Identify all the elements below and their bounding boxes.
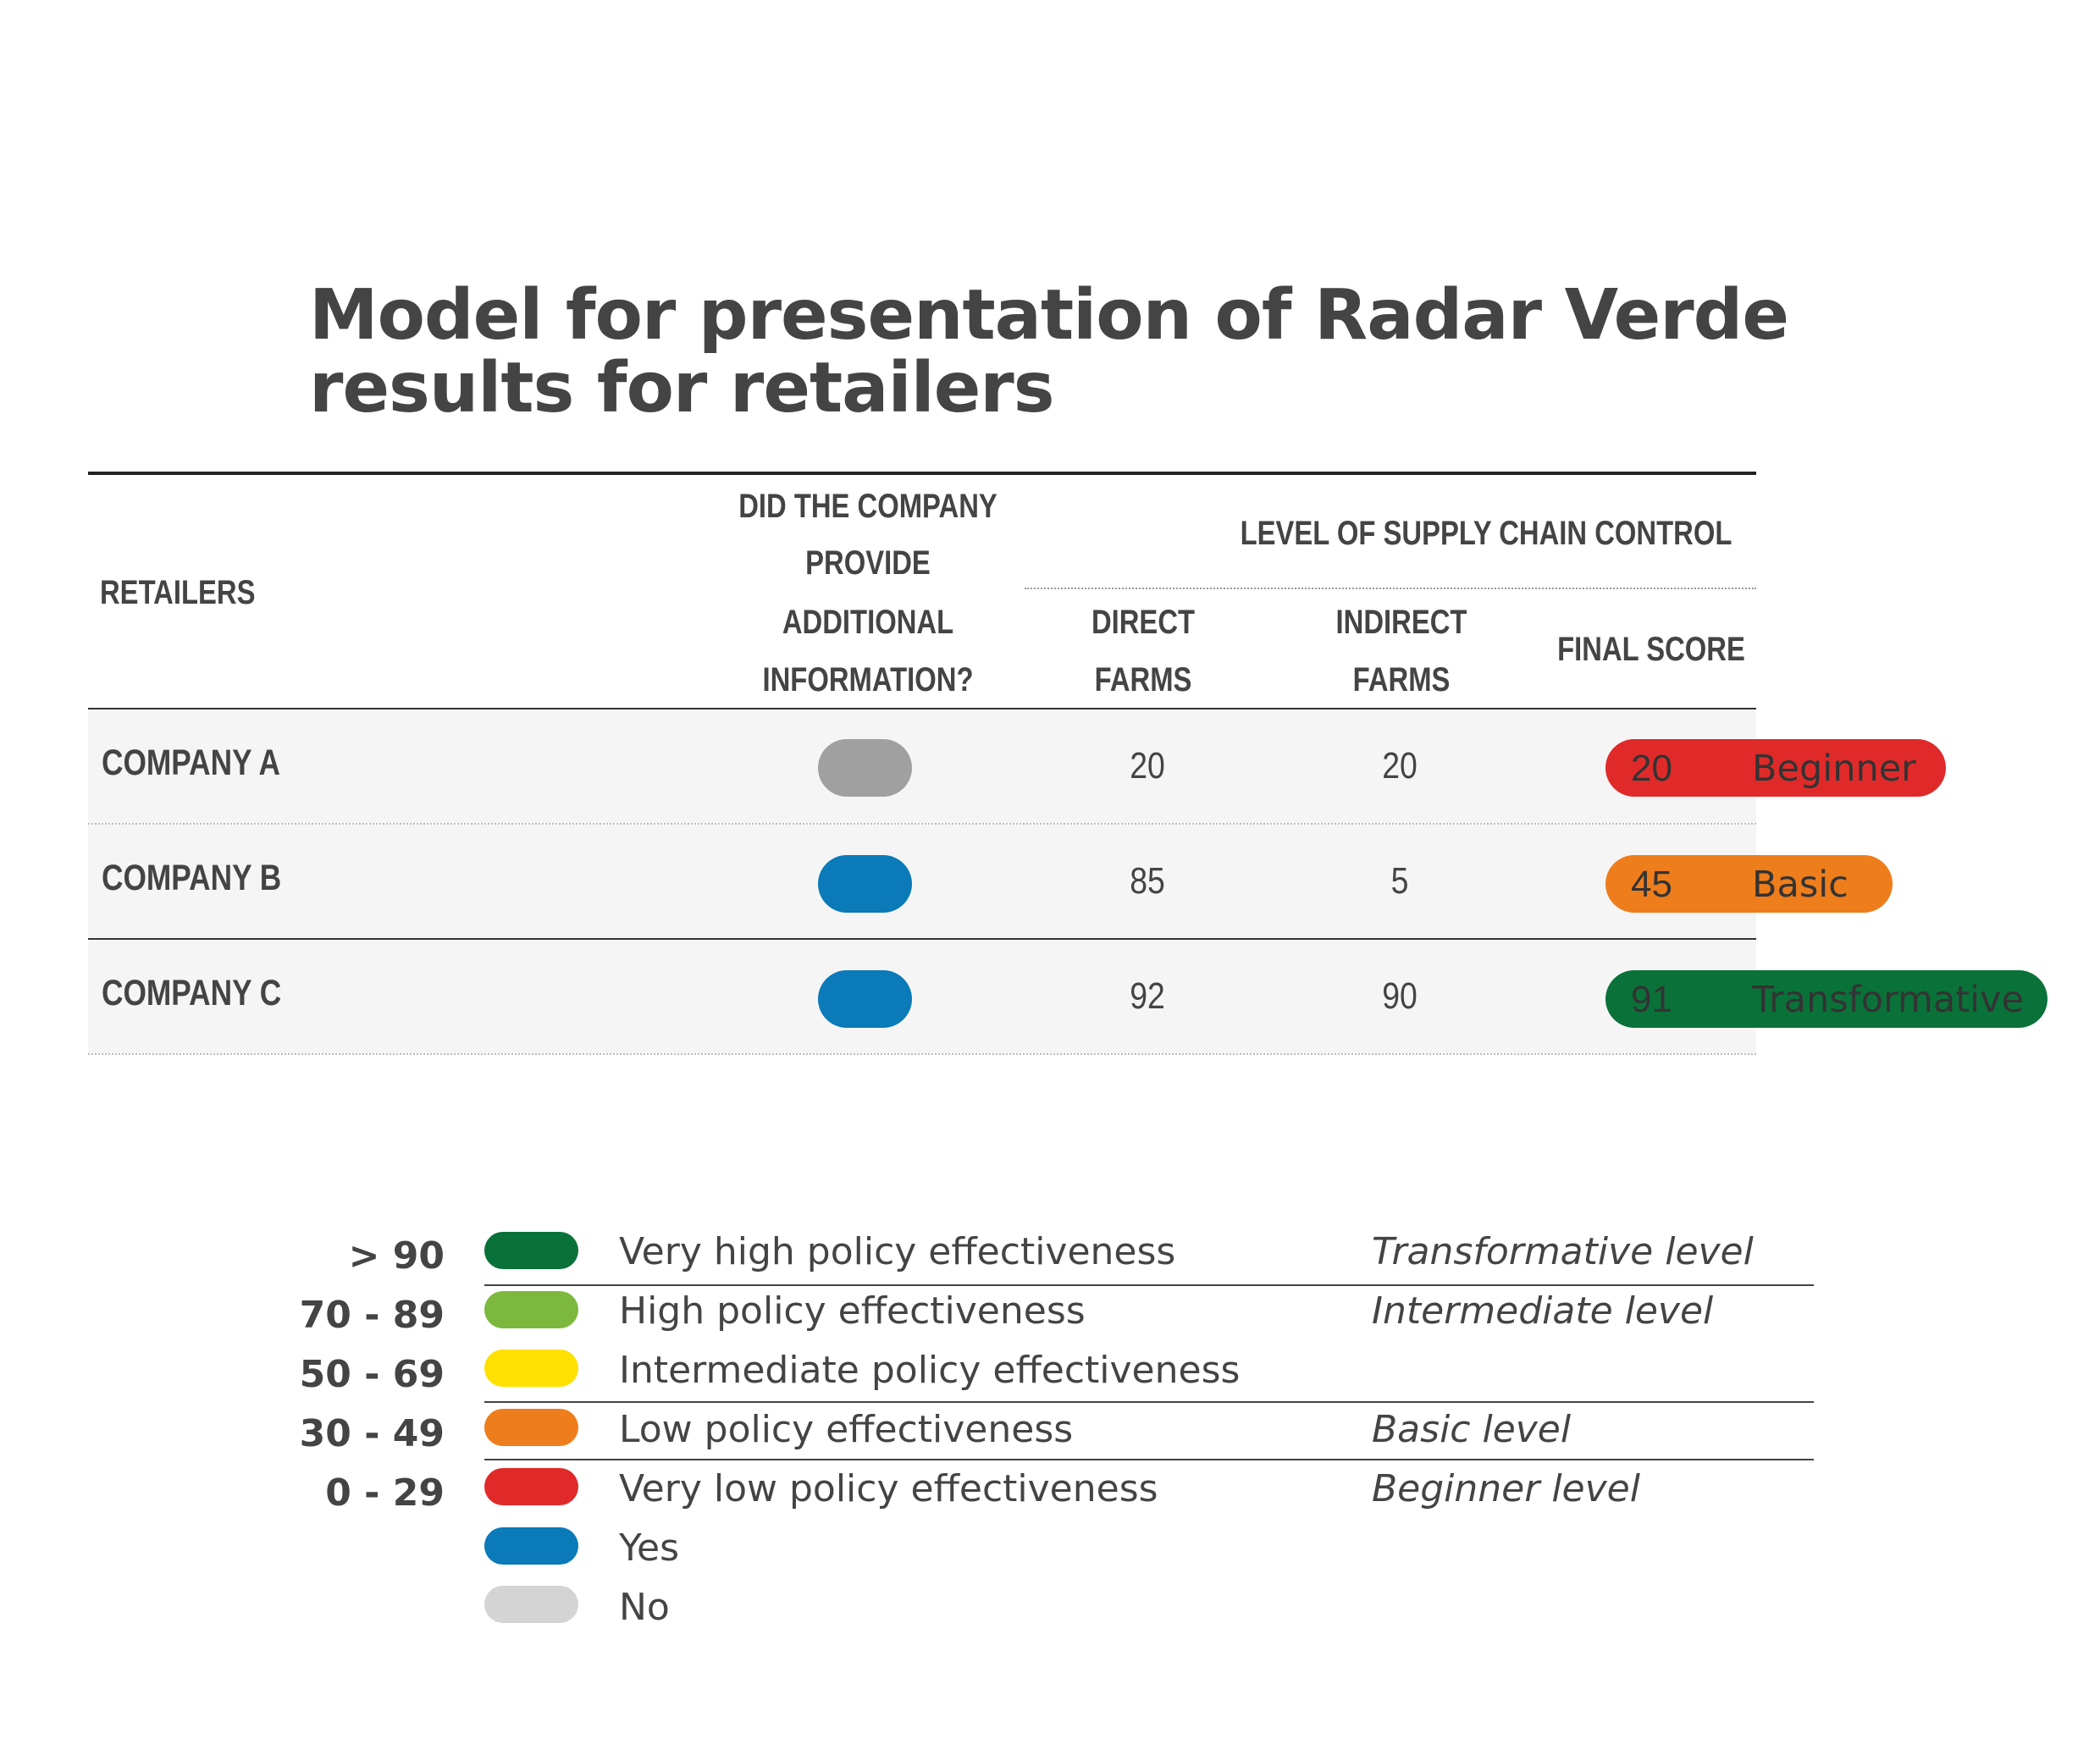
header-additional-info-line-3: ADDITIONAL	[782, 604, 954, 641]
company-c-score-pill	[1605, 970, 2048, 1028]
header-additional-info-line-4: INFORMATION?	[762, 661, 974, 698]
table-row-company-a	[88, 709, 1756, 823]
legend-range: 0 - 29	[325, 1471, 445, 1515]
company-b-score-pill	[1605, 855, 1893, 913]
company-b-score: 45	[1631, 864, 1672, 905]
legend-swatch-yellow	[484, 1350, 578, 1387]
row-separator	[88, 1053, 1756, 1055]
header-additional-info-line-2: PROVIDE	[805, 544, 931, 582]
legend-swatch-blue	[484, 1527, 578, 1565]
table-top-rule	[88, 472, 1756, 475]
company-a-score-pill	[1605, 739, 1946, 797]
legend-swatch-orange	[484, 1409, 578, 1446]
company-c-level: Transformative	[1752, 979, 2024, 1021]
header-indirect-line-2: FARMS	[1352, 661, 1451, 698]
company-c-direct: 92	[1130, 975, 1165, 1017]
legend-label: High policy effectiveness	[619, 1289, 1086, 1333]
header-retailers: RETAILERS	[100, 574, 256, 611]
legend-level: Intermediate level	[1372, 1289, 1714, 1333]
company-b-level: Basic	[1752, 864, 1849, 906]
legend-label-yes: Yes	[619, 1526, 680, 1570]
legend-level: Beginner level	[1372, 1467, 1640, 1510]
company-b-info-indicator	[818, 855, 912, 913]
legend-level: Basic level	[1372, 1408, 1572, 1451]
legend-range: > 90	[348, 1234, 445, 1278]
company-a-score: 20	[1631, 748, 1672, 789]
legend-label: Very high policy effectiveness	[619, 1230, 1176, 1273]
header-supply-chain-group: LEVEL OF SUPPLY CHAIN CONTROL	[1240, 515, 1732, 552]
legend-swatch-red	[484, 1468, 578, 1505]
table-row-company-b	[88, 825, 1756, 938]
header-direct-line-2: FARMS	[1094, 661, 1192, 698]
legend-swatch-dark-green	[484, 1232, 578, 1269]
legend-label: Low policy effectiveness	[619, 1408, 1074, 1451]
table-row-company-c	[88, 940, 1756, 1053]
company-c-indirect: 90	[1382, 975, 1418, 1017]
company-c-name: COMPANY C	[102, 973, 282, 1013]
legend-range: 30 - 49	[299, 1412, 445, 1455]
company-c-info-indicator	[818, 970, 912, 1028]
page-title: Model for presentation of Radar Verde results for retailers	[309, 275, 1788, 428]
company-b-direct: 85	[1130, 860, 1165, 902]
legend-divider	[484, 1459, 1814, 1460]
legend-divider	[484, 1284, 1814, 1286]
company-a-indirect: 20	[1382, 745, 1418, 787]
legend-range: 50 - 69	[299, 1353, 445, 1396]
header-indirect-line-1: INDIRECT	[1335, 604, 1467, 641]
legend-swatch-light-green	[484, 1291, 578, 1328]
header-additional-info-line-1: DID THE COMPANY	[738, 488, 998, 525]
legend-label: Intermediate policy effectiveness	[619, 1349, 1241, 1392]
company-a-name: COMPANY A	[102, 743, 280, 783]
legend-level: Transformative level	[1372, 1230, 1754, 1273]
company-a-level: Beginner	[1752, 748, 1916, 790]
company-b-name: COMPANY B	[102, 858, 282, 898]
legend-swatch-grey	[484, 1586, 578, 1623]
header-final-score: FINAL SCORE	[1557, 631, 1745, 668]
header-direct-line-1: DIRECT	[1091, 604, 1196, 641]
legend-label: Very low policy effectiveness	[619, 1467, 1158, 1510]
legend-divider	[484, 1401, 1814, 1403]
company-c-score: 91	[1631, 979, 1672, 1020]
legend-label-no: No	[619, 1586, 670, 1629]
group-divider	[1025, 588, 1756, 589]
company-a-info-indicator	[818, 739, 912, 797]
company-a-direct: 20	[1130, 745, 1165, 787]
company-b-indirect: 5	[1390, 860, 1409, 902]
legend-range: 70 - 89	[299, 1294, 445, 1337]
